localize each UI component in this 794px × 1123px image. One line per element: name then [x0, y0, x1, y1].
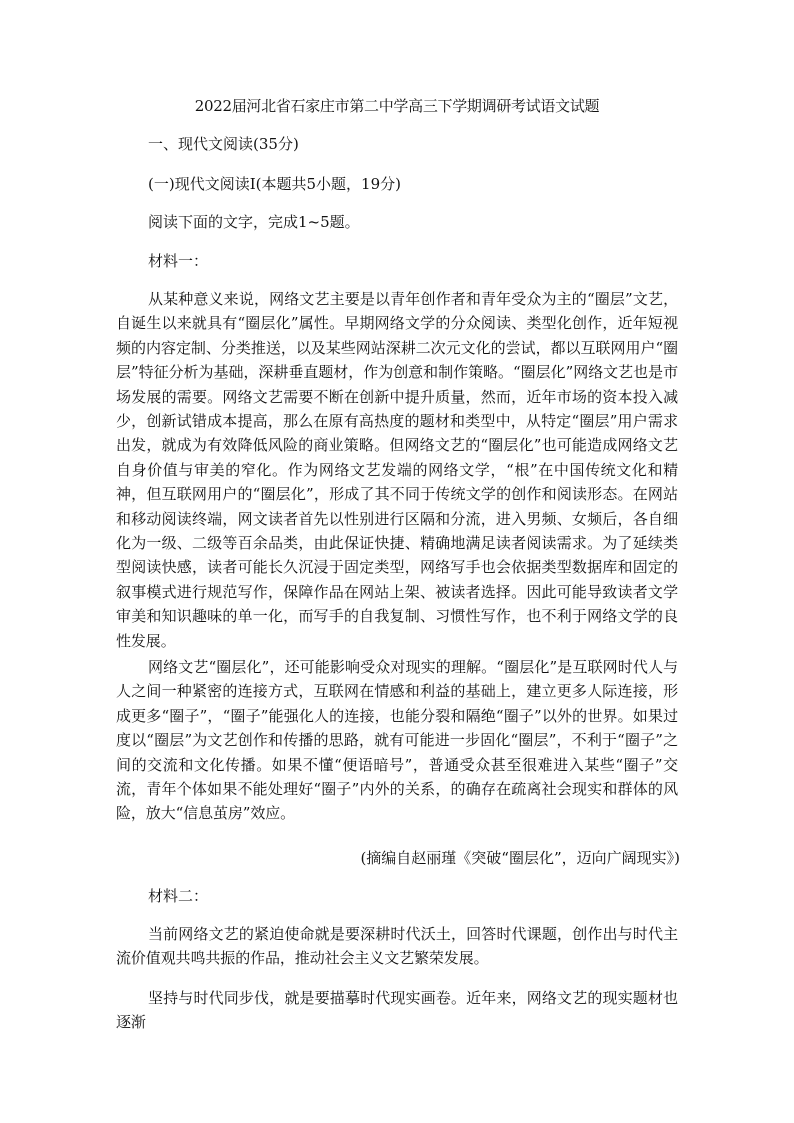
- material-2-paragraph-1: 当前网络文艺的紧迫使命就是要深耕时代沃土，回答时代课题，创作出与时代主流价值观共鸣共振的作品，推动社会主义文艺繁荣发展。: [116, 925, 678, 968]
- material-1-paragraph-2: 网络文艺“圈层化”，还可能影响受众对现实的理解。“圈层化”是互联网时代人与人之间一种紧密的连接方式，互联网在情感和利益的基础上，建立更多人际连接，形成更多“圈子”，“圈子”能强化人的连接，也能分裂和隔绝“圈子”以外的世界。如果过度以“圈层”为文艺创作和传播的思路，就有可能进一步固化“圈层”，不利于“圈子”之间的交流和文化传播。如果不懂“便语暗号”，普通受众甚至很难进入某些“圈子”交流，青年个体如果不能处理好“圈子”内外的关系，的确存在疏离社会现实和群体的风险，放大“信息茧房”效应。: [116, 658, 678, 823]
- material-1-source: (摘编自赵丽瑾《突破“圈层化”，迈向广阔现实》): [360, 849, 680, 867]
- material-1-label: 材料一：: [148, 252, 209, 270]
- instruction-text: 阅读下面的文字，完成1~5题。: [148, 213, 360, 231]
- material-2-label: 材料二：: [148, 887, 209, 905]
- section-heading: 一、现代文阅读(35分): [148, 135, 299, 153]
- document-title: 2022届河北省石家庄市第二中学高三下学期调研考试语文试题: [194, 97, 600, 115]
- subsection-heading: (一)现代文阅读Ⅰ(本题共5小题，19分): [148, 175, 401, 193]
- material-2-paragraph-2: 坚持与时代同步伐，就是要描摹时代现实画卷。近年来，网络文艺的现实题材也逐渐: [116, 989, 678, 1032]
- material-1-paragraph-1: 从某种意义来说，网络文艺主要是以青年创作者和青年受众为主的“圈层”文艺，自诞生以来就具有“圈层化”属性。早期网络文学的分众阅读、类型化创作，近年短视频的内容定制、分类推送，以及某些网站深耕二次元文化的尝试，都以互联网用户“圈层”特征分析为基础，深耕垂直题材，作为创意和制作策略。“圈层化”网络文艺也是市场发展的需要。网络文艺需要不断在创新中提升质量，然而，近年市场的资本投入减少，创新试错成本提高，那么在原有高热度的题材和类型中，从特定“圈层”用户需求出发，就成为有效降低风险的商业策略。但网络文艺的“圈层化”也可能造成网络文艺自身价值与审美的窄化。作为网络文艺发端的网络文学，“根”在中国传统文化和精神，但互联网用户的“圈层化”，形成了其不同于传统文学的创作和阅读形态。在网站和移动阅读终端，网文读者首先以性别进行区隔和分流，进入男频、女频后，各自细化为一级、二级等百余品类，由此保证快捷、精确地满足读者阅读需求。为了延续类型阅读快感，读者可能长久沉浸于固定类型，网络写手也会依据类型数据库和固定的叙事模式进行规范写作，保障作品在网站上架、被读者选择。因此可能导致读者文学审美和知识趣味的单一化，而写手的自我复制、习惯性写作，也不利于网络文学的良性发展。: [116, 290, 678, 650]
